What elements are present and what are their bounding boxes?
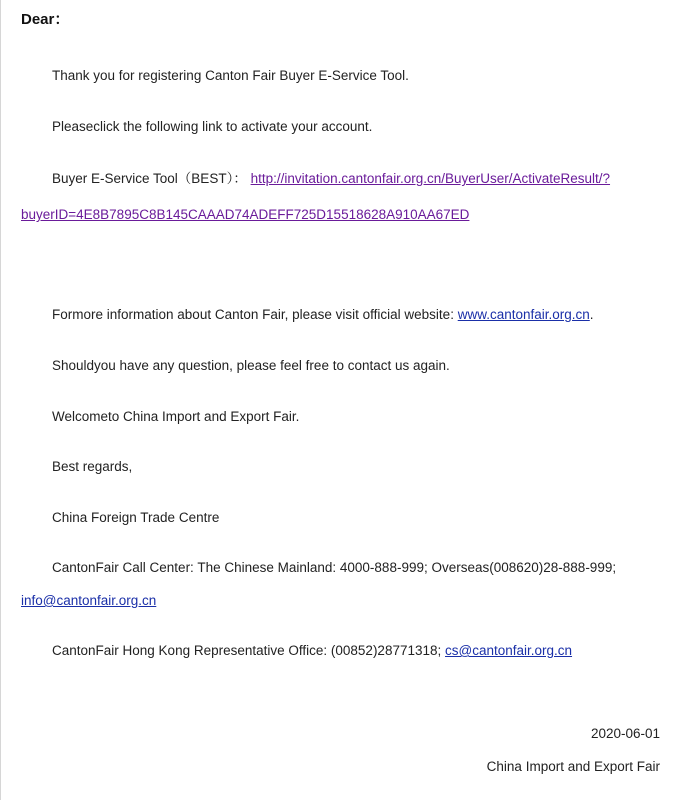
signature-text: China Import and Export Fair — [486, 759, 660, 774]
activation-link-continued[interactable]: buyerID=4E8B7895C8B145CAAAD74ADEFF725D15518628A910AA67ED — [21, 207, 470, 222]
question-text: Shouldyou have any question, please feel free to contact us again. — [52, 358, 450, 373]
hk-office-text: CantonFair Hong Kong Representative Office: (00852)28771318; — [52, 643, 446, 658]
activation-link-continued-line — [21, 206, 469, 224]
call-center-text: CantonFair Call Center: The Chinese Mainland: 4000-888-999; Overseas(008620)28-888-999; — [52, 560, 617, 575]
tool-label: Buyer E-Service Tool（BEST）： — [52, 171, 247, 186]
welcome-text: Welcometo China Import and Export Fair. — [52, 409, 300, 424]
more-info-text: Formore information about Canton Fair, please visit official website: — [52, 307, 458, 322]
website-link[interactable]: www.cantonfair.org.cn — [457, 307, 590, 322]
more-info-end: . — [589, 307, 594, 322]
info-email-link[interactable]: info@cantonfair.org.cn — [21, 593, 157, 608]
more-info-line — [52, 306, 594, 324]
date-text: 2020-06-01 — [590, 726, 660, 741]
greeting: Dear： — [21, 11, 70, 28]
thanks-text: Thank you for registering Canton Fair Buyer E-Service Tool. — [52, 68, 409, 83]
left-border — [0, 0, 1, 800]
cs-email-link[interactable]: cs@cantonfair.org.cn — [445, 643, 573, 658]
org-name: China Foreign Trade Centre — [52, 510, 220, 525]
info-email-line — [21, 592, 156, 610]
tool-line — [52, 170, 610, 188]
hk-office-line — [52, 642, 572, 660]
activate-prompt: Pleaseclick the following link to activate your account. — [52, 119, 373, 134]
regards-text: Best regards, — [52, 459, 133, 474]
activation-link[interactable]: http://invitation.cantonfair.org.cn/BuyerUser/ActivateResult/? — [250, 171, 611, 186]
